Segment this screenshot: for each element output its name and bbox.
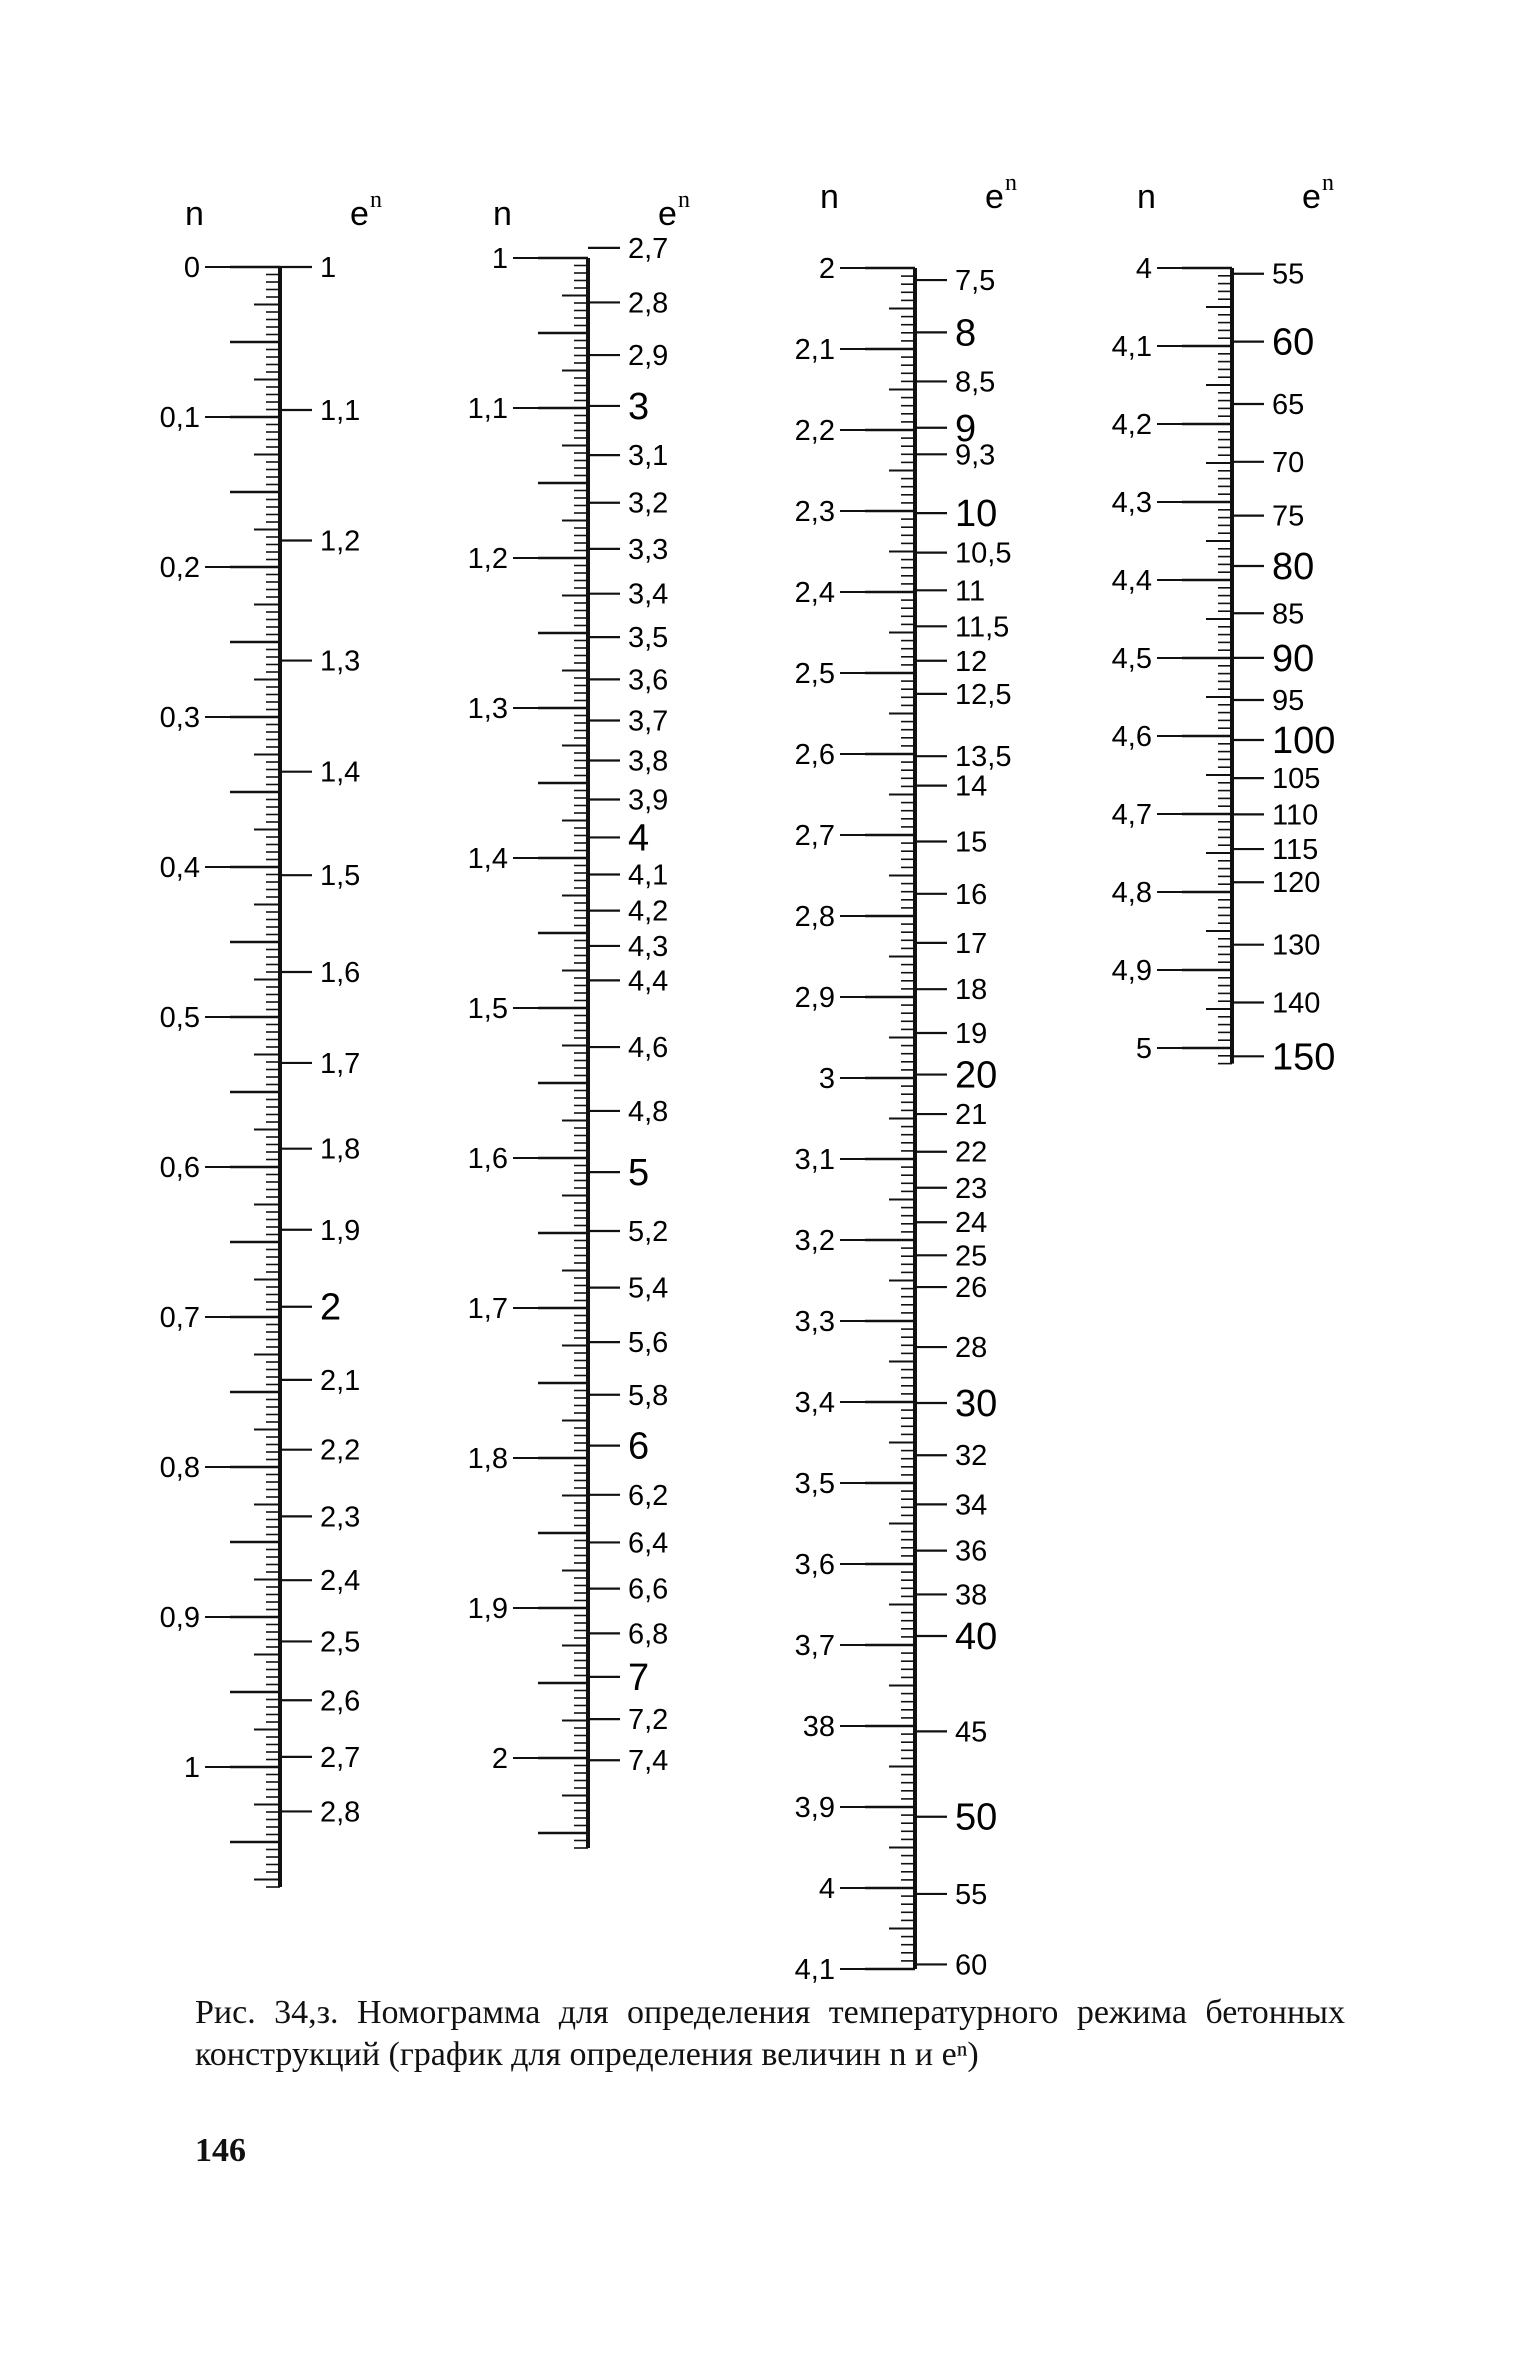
e-label: 13,5 [955, 741, 1012, 774]
e-label: 23 [955, 1172, 988, 1205]
e-label: 2,7 [628, 232, 669, 265]
e-label: 32 [955, 1440, 988, 1473]
e-label: 4,3 [628, 930, 669, 963]
e-label: 8 [955, 312, 977, 355]
e-label: 5 [628, 1152, 650, 1195]
e-label: 5,4 [628, 1272, 669, 1305]
n-label: 3,9 [794, 1792, 835, 1824]
e-label: 4 [628, 817, 650, 860]
scale-header-e-sup: n [1322, 170, 1334, 196]
e-label: 12,5 [955, 678, 1012, 711]
e-label: 130 [1272, 929, 1321, 962]
e-label: 20 [955, 1054, 998, 1097]
n-label: 2 [818, 253, 835, 285]
e-label: 21 [955, 1099, 988, 1132]
e-label: 11,5 [955, 611, 1010, 644]
e-label: 4,4 [628, 965, 669, 998]
n-label: 3,5 [794, 1468, 835, 1500]
e-label: 3,2 [628, 487, 669, 520]
e-label: 150 [1272, 1036, 1336, 1079]
n-label: 3,7 [794, 1630, 835, 1662]
e-label: 3,4 [628, 578, 669, 611]
e-label: 24 [955, 1207, 988, 1240]
scale-header-e: e [658, 195, 677, 233]
n-label: 4,3 [1111, 487, 1152, 519]
e-label: 10,5 [955, 537, 1012, 570]
e-label: 2,9 [628, 340, 669, 373]
n-label: 4,9 [1111, 955, 1152, 987]
e-label: 1,6 [320, 957, 361, 990]
n-label: 0,9 [159, 1602, 200, 1634]
e-label: 75 [1272, 500, 1305, 533]
n-label: 1,6 [467, 1143, 508, 1175]
e-label: 6,6 [628, 1573, 669, 1606]
e-label: 19 [955, 1017, 988, 1050]
e-label: 80 [1272, 545, 1315, 588]
e-label: 2,8 [320, 1796, 361, 1829]
e-label: 2,8 [628, 287, 669, 320]
e-label: 38 [955, 1579, 988, 1612]
e-label: 5,8 [628, 1379, 669, 1412]
n-label: 0,1 [159, 402, 200, 434]
e-label: 115 [1272, 834, 1319, 867]
n-label: 0,7 [159, 1302, 200, 1334]
e-label: 11 [955, 575, 986, 608]
e-label: 2 [320, 1286, 342, 1329]
n-label: 3,3 [794, 1306, 835, 1338]
n-label: 1 [183, 1752, 200, 1784]
n-label: 1 [491, 243, 508, 275]
scale-header-n: n [1137, 178, 1156, 216]
e-label: 3,3 [628, 533, 669, 566]
n-label: 0,3 [159, 702, 200, 734]
e-label: 3,7 [628, 705, 669, 738]
n-label: 1,4 [467, 843, 508, 875]
n-label: 0,6 [159, 1152, 200, 1184]
e-label: 140 [1272, 987, 1321, 1020]
e-label: 36 [955, 1535, 988, 1568]
n-label: 2,2 [794, 415, 835, 447]
n-label: 4,5 [1111, 643, 1152, 675]
n-label: 3,2 [794, 1225, 835, 1257]
n-label: 4 [818, 1873, 835, 1905]
e-label: 100 [1272, 720, 1336, 763]
n-label: 1,8 [467, 1443, 508, 1475]
e-label: 5,6 [628, 1327, 669, 1360]
n-label: 3,6 [794, 1549, 835, 1581]
e-label: 55 [955, 1878, 988, 1911]
e-label: 4,8 [628, 1095, 669, 1128]
scale-header-e: e [985, 178, 1004, 216]
e-label: 30 [955, 1382, 998, 1425]
e-label: 1,7 [320, 1047, 361, 1080]
n-label: 3,4 [794, 1387, 835, 1419]
n-label: 0 [183, 252, 200, 284]
n-label: 3 [818, 1063, 835, 1095]
n-label: 4,6 [1111, 721, 1152, 753]
e-label: 16 [955, 878, 988, 911]
e-label: 70 [1272, 446, 1305, 479]
e-label: 9 [955, 407, 977, 450]
scale-header-n: n [493, 195, 512, 233]
e-label: 60 [955, 1949, 988, 1982]
e-label: 45 [955, 1716, 988, 1749]
e-label: 3,8 [628, 745, 669, 778]
n-label: 4,2 [1111, 409, 1152, 441]
e-label: 34 [955, 1489, 988, 1522]
n-label: 2,6 [794, 739, 835, 771]
e-label: 40 [955, 1615, 998, 1658]
e-label: 22 [955, 1136, 988, 1169]
e-label: 4,6 [628, 1032, 669, 1065]
n-label: 1,5 [467, 993, 508, 1025]
e-label: 17 [955, 927, 988, 960]
e-label: 4,2 [628, 895, 669, 928]
n-label: 2,3 [794, 496, 835, 528]
e-label: 7 [628, 1656, 650, 1699]
e-label: 7,4 [628, 1745, 669, 1778]
e-label: 50 [955, 1796, 998, 1839]
n-label: 4,8 [1111, 877, 1152, 909]
n-label: 1,3 [467, 693, 508, 725]
e-label: 28 [955, 1332, 988, 1365]
n-label: 0,4 [159, 852, 200, 884]
e-label: 1,8 [320, 1133, 361, 1166]
e-label: 1,9 [320, 1214, 361, 1247]
e-label: 105 [1272, 763, 1321, 796]
e-label: 2,3 [320, 1501, 361, 1534]
e-label: 1,2 [320, 525, 361, 558]
scale-header-e: e [1302, 178, 1321, 216]
e-label: 8,5 [955, 366, 996, 399]
e-label: 9,3 [955, 439, 996, 472]
e-label: 25 [955, 1240, 988, 1273]
e-label: 2,6 [320, 1685, 361, 1718]
e-label: 10 [955, 493, 998, 536]
n-label: 4,4 [1111, 565, 1152, 597]
e-label: 6,8 [628, 1618, 669, 1651]
e-label: 6,2 [628, 1479, 669, 1512]
e-label: 6 [628, 1425, 650, 1468]
n-label: 4 [1135, 253, 1152, 285]
e-label: 4,1 [628, 859, 669, 892]
e-label: 3 [628, 385, 650, 428]
scale-header-e: e [350, 195, 369, 233]
e-label: 85 [1272, 598, 1305, 631]
e-label: 55 [1272, 258, 1305, 291]
e-label: 3,9 [628, 784, 669, 817]
n-label: 0,2 [159, 552, 200, 584]
n-label: 1,7 [467, 1293, 508, 1325]
e-label: 1,5 [320, 860, 361, 893]
figure-caption: Рис. 34,з. Номограмма для определения температурного режима бетонных конструкций (график для определения величин n и eⁿ) [195, 1994, 1345, 2073]
n-label: 1,9 [467, 1593, 508, 1625]
n-label: 4,1 [794, 1954, 835, 1986]
e-label: 90 [1272, 637, 1315, 680]
e-label: 3,6 [628, 664, 669, 697]
n-label: 4,1 [1111, 331, 1152, 363]
n-label: 1,2 [467, 543, 508, 575]
e-label: 6,4 [628, 1527, 669, 1560]
n-label: 2,7 [794, 820, 835, 852]
e-label: 5,2 [628, 1215, 669, 1248]
n-label: 3,1 [794, 1144, 835, 1176]
e-label: 1,3 [320, 645, 361, 678]
e-label: 7,5 [955, 265, 996, 298]
n-label: 2,9 [794, 982, 835, 1014]
e-label: 12 [955, 645, 988, 678]
e-label: 1 [320, 252, 337, 284]
n-label: 2 [491, 1743, 508, 1775]
n-label: 2,4 [794, 577, 835, 609]
e-label: 2,5 [320, 1626, 361, 1659]
n-label: 1,1 [467, 393, 508, 425]
e-label: 1,1 [320, 394, 361, 427]
e-label: 18 [955, 974, 988, 1007]
e-label: 3,1 [628, 440, 669, 473]
e-label: 95 [1272, 685, 1305, 718]
page-number: 146 [195, 2132, 246, 2169]
e-label: 60 [1272, 321, 1315, 364]
e-label: 26 [955, 1272, 988, 1305]
n-label: 4,7 [1111, 799, 1152, 831]
e-label: 2,1 [320, 1364, 361, 1397]
scale-header-n: n [185, 195, 204, 233]
scale-header-e-sup: n [370, 187, 382, 213]
scale-header-e-sup: n [678, 187, 690, 213]
e-label: 3,5 [628, 622, 669, 655]
e-label: 110 [1272, 799, 1319, 832]
e-label: 2,2 [320, 1434, 361, 1467]
e-label: 7,2 [628, 1704, 669, 1737]
n-label: 2,5 [794, 658, 835, 690]
e-label: 2,4 [320, 1565, 361, 1598]
e-label: 1,4 [320, 756, 361, 789]
e-label: 120 [1272, 867, 1321, 900]
e-label: 65 [1272, 389, 1305, 422]
n-label: 2,8 [794, 901, 835, 933]
n-label: 5 [1135, 1033, 1152, 1065]
e-label: 14 [955, 770, 988, 803]
scale-header-e-sup: n [1005, 170, 1017, 196]
e-label: 2,7 [320, 1741, 361, 1774]
e-label: 15 [955, 826, 988, 859]
n-label: 38 [802, 1711, 835, 1743]
n-label: 0,5 [159, 1002, 200, 1034]
n-label: 0,8 [159, 1452, 200, 1484]
n-label: 2,1 [794, 334, 835, 366]
scale-header-n: n [820, 178, 839, 216]
